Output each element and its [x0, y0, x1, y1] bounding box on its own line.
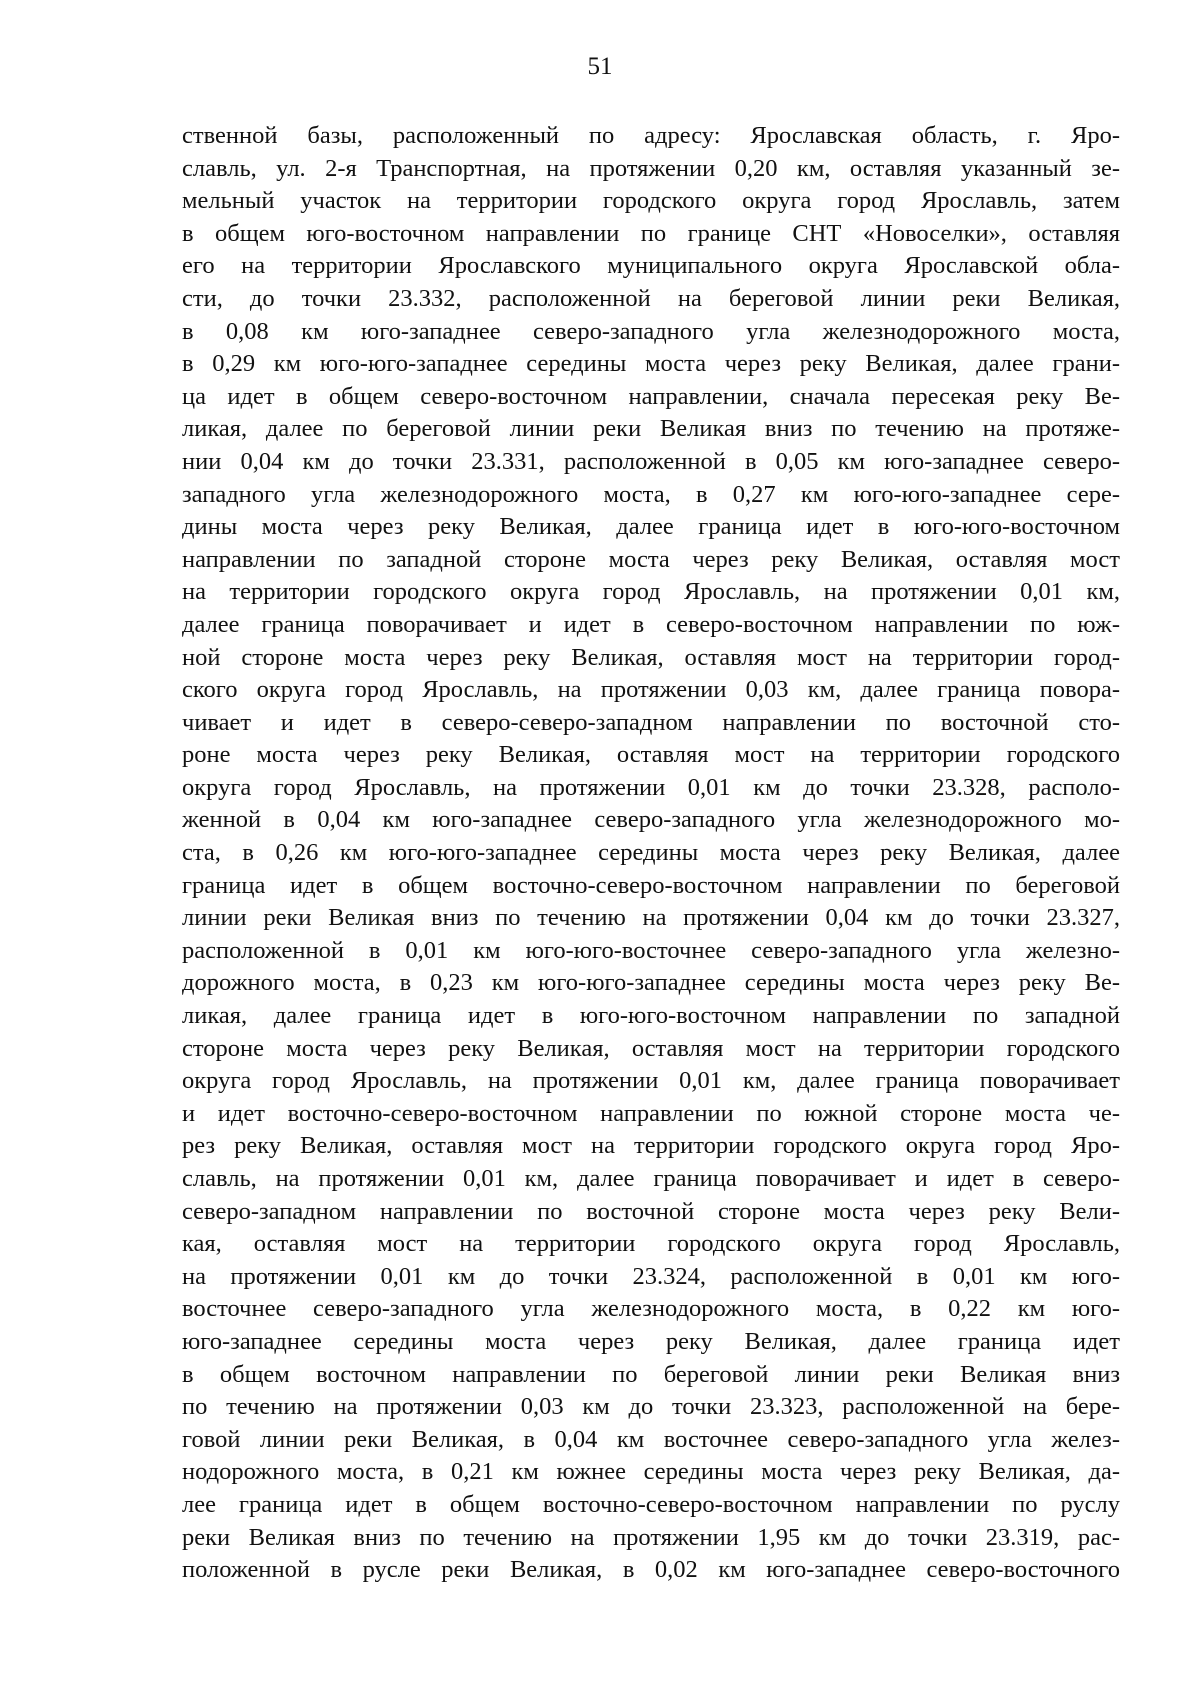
text-line-36: на протяжении 0,01 км до точки 23.324, расположенной в 0,01 км юго- — [182, 1262, 1120, 1290]
text-line-20: роне моста через реку Великая, оставляя мост на территории городского — [182, 741, 1120, 769]
text-line-5: его на территории Ярославского муниципального округа Ярославской обла- — [182, 252, 1120, 280]
text-line-21: округа город Ярославль, на протяжении 0,01 км до точки 23.328, располо- — [182, 773, 1120, 801]
text-line-39: в общем восточном направлении по береговой линии реки Великая вниз — [182, 1360, 1120, 1388]
text-line-19: чивает и идет в северо-северо-западном направлении по восточной сто- — [182, 708, 1120, 736]
text-line-17: ной стороне моста через реку Великая, оставляя мост на территории город- — [182, 643, 1120, 671]
text-line-1: ственной базы, расположенный по адресу: Ярославская область, г. Яро- — [182, 122, 1120, 149]
text-line-43: лее граница идет в общем восточно-северо-восточном направлении по руслу — [182, 1490, 1120, 1518]
text-line-15: на территории городского округа город Ярославль, на протяжении 0,01 км, — [182, 578, 1120, 606]
text-line-14: направлении по западной стороне моста через реку Великая, оставляя мост — [182, 545, 1120, 573]
text-line-27: дорожного моста, в 0,23 км юго-юго-западнее середины моста через реку Ве- — [182, 969, 1120, 997]
text-line-45: положенной в русле реки Великая, в 0,02 км юго-западнее северо-восточного — [182, 1556, 1120, 1584]
text-line-31: и идет восточно-северо-восточном направлении по южной стороне моста че- — [182, 1099, 1120, 1127]
text-line-26: расположенной в 0,01 км юго-юго-восточнее северо-западного угла железно- — [182, 936, 1120, 964]
text-line-38: юго-западнее середины моста через реку Великая, далее граница идет — [182, 1327, 1120, 1355]
text-line-29: стороне моста через реку Великая, оставляя мост на территории городского — [182, 1034, 1120, 1062]
text-line-37: восточнее северо-западного угла железнодорожного моста, в 0,22 км юго- — [182, 1295, 1120, 1323]
text-line-10: ликая, далее по береговой линии реки Великая вниз по течению на протяже- — [182, 415, 1120, 443]
text-line-42: нодорожного моста, в 0,21 км южнее середины моста через реку Великая, да- — [182, 1458, 1120, 1486]
text-line-18: ского округа город Ярославль, на протяжении 0,03 км, далее граница повора- — [182, 676, 1120, 704]
text-line-23: ста, в 0,26 км юго-юго-западнее середины моста через реку Великая, далее — [182, 839, 1120, 867]
text-line-8: в 0,29 км юго-юго-западнее середины моста через реку Великая, далее грани- — [182, 350, 1120, 378]
text-line-34: северо-западном направлении по восточной стороне моста через реку Вели- — [182, 1197, 1120, 1225]
text-line-9: ца идет в общем северо-восточном направлении, сначала пересекая реку Ве- — [182, 382, 1120, 410]
text-line-7: в 0,08 км юго-западнее северо-западного угла железнодорожного моста, — [182, 317, 1120, 345]
page-number: 51 — [587, 53, 613, 80]
text-line-44: реки Великая вниз по течению на протяжении 1,95 км до точки 23.319, рас- — [182, 1523, 1120, 1551]
text-line-13: дины моста через реку Великая, далее граница идет в юго-юго-восточном — [182, 513, 1120, 541]
text-line-2: славль, ул. 2-я Транспортная, на протяжении 0,20 км, оставляя указанный зе- — [182, 154, 1120, 182]
text-line-6: сти, до точки 23.332, расположенной на береговой линии реки Великая, — [182, 284, 1120, 312]
text-line-41: говой линии реки Великая, в 0,04 км восточнее северо-западного угла желез- — [182, 1425, 1120, 1453]
text-line-22: женной в 0,04 км юго-западнее северо-западного угла железнодорожного мо- — [182, 806, 1120, 834]
text-line-33: славль, на протяжении 0,01 км, далее граница поворачивает и идет в северо- — [182, 1165, 1120, 1192]
text-line-28: ликая, далее граница идет в юго-юго-восточном направлении по западной — [182, 1002, 1120, 1030]
text-line-24: граница идет в общем восточно-северо-восточном направлении по береговой — [182, 871, 1120, 899]
text-line-16: далее граница поворачивает и идет в северо-восточном направлении по юж- — [182, 610, 1120, 638]
text-line-12: западного угла железнодорожного моста, в 0,27 км юго-юго-западнее сере- — [182, 480, 1120, 508]
text-line-4: в общем юго-восточном направлении по границе СНТ «Новоселки», оставляя — [182, 219, 1120, 247]
text-line-11: нии 0,04 км до точки 23.331, расположенной в 0,05 км юго-западнее северо- — [182, 447, 1120, 475]
text-line-25: линии реки Великая вниз по течению на протяжении 0,04 км до точки 23.327, — [182, 904, 1120, 932]
text-line-40: по течению на протяжении 0,03 км до точки 23.323, расположенной на бере- — [182, 1393, 1120, 1421]
text-line-32: рез реку Великая, оставляя мост на территории городского округа город Яро- — [182, 1132, 1120, 1160]
text-line-3: мельный участок на территории городского округа город Ярославль, затем — [182, 187, 1120, 215]
body-text — [182, 120, 1120, 1587]
text-line-30: округа город Ярославль, на протяжении 0,01 км, далее граница поворачивает — [182, 1067, 1120, 1095]
text-line-35: кая, оставляя мост на территории городского округа город Ярославль, — [182, 1230, 1120, 1258]
